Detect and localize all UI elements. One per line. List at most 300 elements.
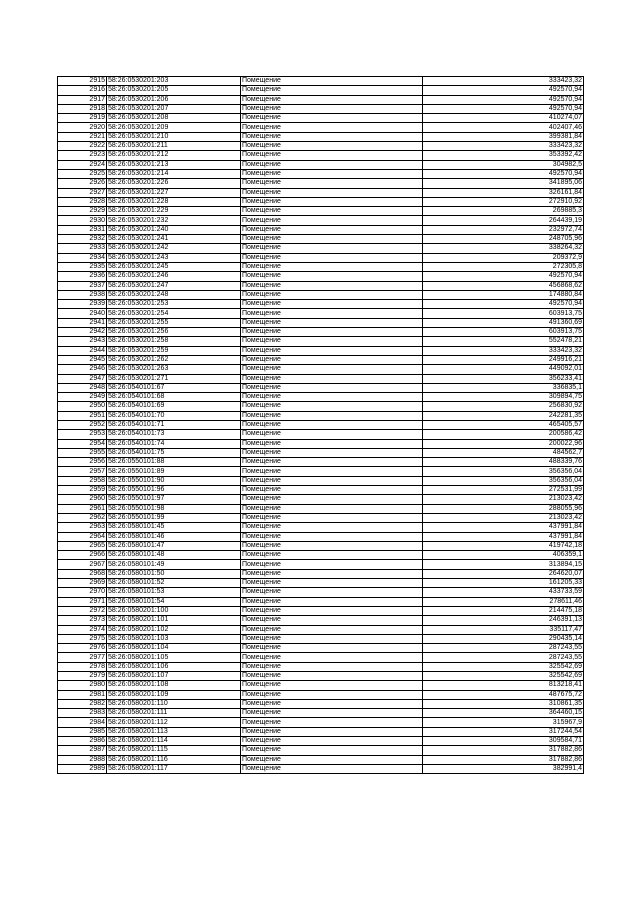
cadastral-value-cell: 317882,86: [423, 746, 584, 755]
cadastral-value-cell: 437991,84: [423, 532, 584, 541]
cadastral-number-cell: 58:26:0580101:47: [107, 541, 241, 550]
object-type-cell: Помещение: [241, 523, 423, 532]
object-type-cell: Помещение: [241, 458, 423, 467]
cadastral-value-cell: 161205,33: [423, 579, 584, 588]
row-number-cell: 2974: [58, 625, 107, 634]
table-row: [58, 541, 584, 550]
row-number-cell: 2945: [58, 355, 107, 364]
cadastral-number-cell: 58:26:0530201:211: [107, 142, 241, 151]
cadastral-value-cell: 317882,86: [423, 755, 584, 764]
table-row: [58, 328, 584, 337]
cadastral-number-cell: 58:26:0530201:209: [107, 123, 241, 132]
object-type-cell: Помещение: [241, 634, 423, 643]
object-type-cell: Помещение: [241, 262, 423, 271]
row-number-cell: 2940: [58, 309, 107, 318]
cadastral-value-cell: 456868,62: [423, 281, 584, 290]
table-row: [58, 709, 584, 718]
cadastral-number-cell: 58:26:0530201:203: [107, 77, 241, 86]
row-number-cell: 2946: [58, 365, 107, 374]
object-type-cell: Помещение: [241, 216, 423, 225]
row-number-cell: 2963: [58, 523, 107, 532]
cadastral-number-cell: 58:26:0540101:68: [107, 393, 241, 402]
row-number-cell: 2960: [58, 495, 107, 504]
cadastral-number-cell: 58:26:0550101:96: [107, 486, 241, 495]
table-row: [58, 272, 584, 281]
table-row: [58, 625, 584, 634]
table-row: [58, 290, 584, 299]
cadastral-number-cell: 58:26:0580101:49: [107, 560, 241, 569]
cadastral-value-cell: 209372,9: [423, 253, 584, 262]
row-number-cell: 2918: [58, 104, 107, 113]
row-number-cell: 2955: [58, 448, 107, 457]
cadastral-number-cell: 58:26:0530201:253: [107, 300, 241, 309]
cadastral-value-cell: 487675,72: [423, 690, 584, 699]
table-row: [58, 318, 584, 327]
row-number-cell: 2954: [58, 439, 107, 448]
cadastral-number-cell: 58:26:0530201:241: [107, 235, 241, 244]
row-number-cell: 2965: [58, 541, 107, 550]
row-number-cell: 2949: [58, 393, 107, 402]
cadastral-number-cell: 58:26:0530201:213: [107, 160, 241, 169]
row-number-cell: 2980: [58, 681, 107, 690]
cadastral-number-cell: 58:26:0580201:117: [107, 764, 241, 773]
cadastral-value-cell: 382991,4: [423, 764, 584, 773]
cadastral-number-cell: 58:26:0580201:112: [107, 718, 241, 727]
object-type-cell: Помещение: [241, 513, 423, 522]
cadastral-number-cell: 58:26:0530201:229: [107, 207, 241, 216]
table-row: [58, 662, 584, 671]
row-number-cell: 2938: [58, 290, 107, 299]
table-row: [58, 699, 584, 708]
object-type-cell: Помещение: [241, 644, 423, 653]
cadastral-number-cell: 58:26:0530201:207: [107, 104, 241, 113]
cadastral-value-cell: 484562,7: [423, 448, 584, 457]
cadastral-value-cell: 356356,04: [423, 476, 584, 485]
cadastral-number-cell: 58:26:0540101:69: [107, 402, 241, 411]
table-row: [58, 411, 584, 420]
object-type-cell: Помещение: [241, 328, 423, 337]
row-number-cell: 2970: [58, 588, 107, 597]
row-number-cell: 2972: [58, 606, 107, 615]
table-row: [58, 616, 584, 625]
row-number-cell: 2937: [58, 281, 107, 290]
cadastral-number-cell: 58:26:0580101:48: [107, 551, 241, 560]
row-number-cell: 2923: [58, 151, 107, 160]
object-type-cell: Помещение: [241, 346, 423, 355]
object-type-cell: Помещение: [241, 235, 423, 244]
cadastral-number-cell: 58:26:0530201:243: [107, 253, 241, 262]
cadastral-number-cell: 58:26:0580201:115: [107, 746, 241, 755]
cadastral-number-cell: 58:26:0580201:116: [107, 755, 241, 764]
cadastral-value-cell: 248705,96: [423, 235, 584, 244]
cadastral-value-cell: 317244,54: [423, 727, 584, 736]
row-number-cell: 2984: [58, 718, 107, 727]
cadastral-number-cell: 58:26:0580201:103: [107, 634, 241, 643]
table-row: [58, 439, 584, 448]
row-number-cell: 2951: [58, 411, 107, 420]
cadastral-value-cell: 603913,75: [423, 309, 584, 318]
table-row: [58, 606, 584, 615]
cadastral-number-cell: 58:26:0580101:54: [107, 597, 241, 606]
row-number-cell: 2942: [58, 328, 107, 337]
object-type-cell: Помещение: [241, 188, 423, 197]
cadastral-number-cell: 58:26:0580201:106: [107, 662, 241, 671]
table-row: [58, 504, 584, 513]
cadastral-value-cell: 356233,41: [423, 374, 584, 383]
table-row: [58, 104, 584, 113]
table-row: [58, 448, 584, 457]
cadastral-number-cell: 58:26:0580201:105: [107, 653, 241, 662]
cadastral-number-cell: 58:26:0580201:110: [107, 699, 241, 708]
cadastral-value-cell: 214475,18: [423, 606, 584, 615]
cadastral-value-cell: 492570,94: [423, 300, 584, 309]
row-number-cell: 2917: [58, 95, 107, 104]
cadastral-number-cell: 58:26:0540101:73: [107, 430, 241, 439]
cadastral-value-cell: 249916,21: [423, 355, 584, 364]
cadastral-value-cell: 465405,57: [423, 420, 584, 429]
table-row: [58, 346, 584, 355]
table-row: [58, 355, 584, 364]
object-type-cell: Помещение: [241, 132, 423, 141]
cadastral-value-cell: 290435,14: [423, 634, 584, 643]
cadastral-value-cell: 419742,18: [423, 541, 584, 550]
cadastral-number-cell: 58:26:0540101:70: [107, 411, 241, 420]
cadastral-value-cell: 288055,96: [423, 504, 584, 513]
row-number-cell: 2941: [58, 318, 107, 327]
table-row: [58, 142, 584, 151]
cadastral-number-cell: 58:26:0580201:109: [107, 690, 241, 699]
row-number-cell: 2969: [58, 579, 107, 588]
cadastral-value-cell: 309584,71: [423, 737, 584, 746]
cadastral-number-cell: 58:26:0530201:232: [107, 216, 241, 225]
row-number-cell: 2952: [58, 420, 107, 429]
cadastral-number-cell: 58:26:0530201:254: [107, 309, 241, 318]
cadastral-number-cell: 58:26:0530201:214: [107, 169, 241, 178]
cadastral-number-cell: 58:26:0580101:52: [107, 579, 241, 588]
table-row: [58, 244, 584, 253]
object-type-cell: Помещение: [241, 727, 423, 736]
cadastral-value-cell: 232972,74: [423, 225, 584, 234]
object-type-cell: Помещение: [241, 169, 423, 178]
cadastral-number-cell: 58:26:0530201:205: [107, 86, 241, 95]
cadastral-value-cell: 449092,01: [423, 365, 584, 374]
cadastral-value-cell: 437991,84: [423, 523, 584, 532]
cadastral-value-cell: 325542,69: [423, 672, 584, 681]
row-number-cell: 2959: [58, 486, 107, 495]
cadastral-value-cell: 338264,32: [423, 244, 584, 253]
object-type-cell: Помещение: [241, 244, 423, 253]
row-number-cell: 2976: [58, 644, 107, 653]
object-type-cell: Помещение: [241, 495, 423, 504]
row-number-cell: 2916: [58, 86, 107, 95]
cadastral-value-cell: 272531,99: [423, 486, 584, 495]
cadastral-value-cell: 269885,3: [423, 207, 584, 216]
cadastral-number-cell: 58:26:0530201:255: [107, 318, 241, 327]
object-type-cell: Помещение: [241, 207, 423, 216]
cadastral-value-cell: 242281,35: [423, 411, 584, 420]
row-number-cell: 2966: [58, 551, 107, 560]
object-type-cell: Помещение: [241, 402, 423, 411]
table-row: [58, 755, 584, 764]
object-type-cell: Помещение: [241, 290, 423, 299]
cadastral-value-cell: 364460,15: [423, 709, 584, 718]
object-type-cell: Помещение: [241, 430, 423, 439]
cadastral-value-cell: 264439,19: [423, 216, 584, 225]
cadastral-number-cell: 58:26:0530201:247: [107, 281, 241, 290]
cadastral-number-cell: 58:26:0540101:75: [107, 448, 241, 457]
row-number-cell: 2957: [58, 467, 107, 476]
cadastral-number-cell: 58:26:0530201:248: [107, 290, 241, 299]
cadastral-value-cell: 174880,84: [423, 290, 584, 299]
table-row: [58, 634, 584, 643]
row-number-cell: 2981: [58, 690, 107, 699]
cadastral-value-cell: 333423,32: [423, 346, 584, 355]
object-type-cell: Помещение: [241, 86, 423, 95]
table-row: [58, 597, 584, 606]
cadastral-number-cell: 58:26:0580201:104: [107, 644, 241, 653]
property-table-body: [58, 77, 584, 774]
cadastral-value-cell: 492570,94: [423, 86, 584, 95]
object-type-cell: Помещение: [241, 448, 423, 457]
cadastral-number-cell: 58:26:0530201:227: [107, 188, 241, 197]
table-row: [58, 77, 584, 86]
row-number-cell: 2982: [58, 699, 107, 708]
row-number-cell: 2919: [58, 114, 107, 123]
table-row: [58, 746, 584, 755]
object-type-cell: Помещение: [241, 420, 423, 429]
object-type-cell: Помещение: [241, 709, 423, 718]
row-number-cell: 2935: [58, 262, 107, 271]
object-type-cell: Помещение: [241, 764, 423, 773]
cadastral-value-cell: 315967,9: [423, 718, 584, 727]
table-row: [58, 644, 584, 653]
row-number-cell: 2988: [58, 755, 107, 764]
table-row: [58, 197, 584, 206]
cadastral-number-cell: 58:26:0580101:53: [107, 588, 241, 597]
cadastral-number-cell: 58:26:0550101:90: [107, 476, 241, 485]
table-row: [58, 560, 584, 569]
object-type-cell: Помещение: [241, 114, 423, 123]
table-row: [58, 727, 584, 736]
table-row: [58, 476, 584, 485]
cadastral-value-cell: 402407,46: [423, 123, 584, 132]
row-number-cell: 2930: [58, 216, 107, 225]
object-type-cell: Помещение: [241, 737, 423, 746]
table-row: [58, 393, 584, 402]
row-number-cell: 2915: [58, 77, 107, 86]
table-row: [58, 690, 584, 699]
cadastral-number-cell: 58:26:0530201:271: [107, 374, 241, 383]
row-number-cell: 2921: [58, 132, 107, 141]
object-type-cell: Помещение: [241, 281, 423, 290]
cadastral-number-cell: 58:26:0530201:210: [107, 132, 241, 141]
object-type-cell: Помещение: [241, 253, 423, 262]
object-type-cell: Помещение: [241, 551, 423, 560]
table-row: [58, 86, 584, 95]
cadastral-number-cell: 58:26:0580201:102: [107, 625, 241, 634]
row-number-cell: 2920: [58, 123, 107, 132]
cadastral-number-cell: 58:26:0550101:98: [107, 504, 241, 513]
cadastral-value-cell: 406359,1: [423, 551, 584, 560]
object-type-cell: Помещение: [241, 365, 423, 374]
table-row: [58, 551, 584, 560]
table-row: [58, 737, 584, 746]
object-type-cell: Помещение: [241, 160, 423, 169]
object-type-cell: Помещение: [241, 699, 423, 708]
table-row: [58, 430, 584, 439]
object-type-cell: Помещение: [241, 374, 423, 383]
table-row: [58, 653, 584, 662]
cadastral-number-cell: 58:26:0530201:259: [107, 346, 241, 355]
object-type-cell: Помещение: [241, 197, 423, 206]
cadastral-number-cell: 58:26:0580201:108: [107, 681, 241, 690]
cadastral-number-cell: 58:26:0530201:256: [107, 328, 241, 337]
row-number-cell: 2983: [58, 709, 107, 718]
cadastral-number-cell: 58:26:0530201:208: [107, 114, 241, 123]
cadastral-value-cell: 603913,75: [423, 328, 584, 337]
table-row: [58, 532, 584, 541]
row-number-cell: 2925: [58, 169, 107, 178]
object-type-cell: Помещение: [241, 272, 423, 281]
cadastral-value-cell: 491360,69: [423, 318, 584, 327]
row-number-cell: 2950: [58, 402, 107, 411]
table-row: [58, 579, 584, 588]
table-row: [58, 281, 584, 290]
table-row: [58, 420, 584, 429]
table-row: [58, 179, 584, 188]
object-type-cell: Помещение: [241, 672, 423, 681]
table-row: [58, 253, 584, 262]
table-row: [58, 672, 584, 681]
table-row: [58, 588, 584, 597]
table-row: [58, 467, 584, 476]
table-row: [58, 374, 584, 383]
object-type-cell: Помещение: [241, 383, 423, 392]
object-type-cell: Помещение: [241, 690, 423, 699]
table-row: [58, 486, 584, 495]
cadastral-number-cell: 58:26:0530201:246: [107, 272, 241, 281]
cadastral-number-cell: 58:26:0580201:113: [107, 727, 241, 736]
cadastral-number-cell: 58:26:0530201:262: [107, 355, 241, 364]
cadastral-number-cell: 58:26:0530201:212: [107, 151, 241, 160]
row-number-cell: 2973: [58, 616, 107, 625]
cadastral-number-cell: 58:26:0580201:107: [107, 672, 241, 681]
row-number-cell: 2985: [58, 727, 107, 736]
row-number-cell: 2986: [58, 737, 107, 746]
cadastral-value-cell: 287243,55: [423, 653, 584, 662]
cadastral-value-cell: 213023,42: [423, 513, 584, 522]
object-type-cell: Помещение: [241, 486, 423, 495]
row-number-cell: 2924: [58, 160, 107, 169]
row-number-cell: 2934: [58, 253, 107, 262]
row-number-cell: 2944: [58, 346, 107, 355]
row-number-cell: 2927: [58, 188, 107, 197]
object-type-cell: Помещение: [241, 504, 423, 513]
cadastral-value-cell: 492570,94: [423, 95, 584, 104]
object-type-cell: Помещение: [241, 755, 423, 764]
row-number-cell: 2979: [58, 672, 107, 681]
object-type-cell: Помещение: [241, 95, 423, 104]
cadastral-value-cell: 304982,5: [423, 160, 584, 169]
cadastral-number-cell: 58:26:0550101:89: [107, 467, 241, 476]
table-row: [58, 365, 584, 374]
cadastral-value-cell: 399381,84: [423, 132, 584, 141]
row-number-cell: 2989: [58, 764, 107, 773]
object-type-cell: Помещение: [241, 681, 423, 690]
cadastral-number-cell: 58:26:0540101:74: [107, 439, 241, 448]
row-number-cell: 2943: [58, 337, 107, 346]
object-type-cell: Помещение: [241, 337, 423, 346]
cadastral-value-cell: 326161,84: [423, 188, 584, 197]
object-type-cell: Помещение: [241, 606, 423, 615]
cadastral-value-cell: 492570,94: [423, 169, 584, 178]
object-type-cell: Помещение: [241, 476, 423, 485]
row-number-cell: 2971: [58, 597, 107, 606]
cadastral-value-cell: 264620,07: [423, 569, 584, 578]
object-type-cell: Помещение: [241, 151, 423, 160]
object-type-cell: Помещение: [241, 532, 423, 541]
row-number-cell: 2968: [58, 569, 107, 578]
cadastral-number-cell: 58:26:0580101:46: [107, 532, 241, 541]
cadastral-value-cell: 341895,06: [423, 179, 584, 188]
property-table: [57, 76, 584, 774]
cadastral-value-cell: 278611,46: [423, 597, 584, 606]
cadastral-value-cell: 333423,32: [423, 77, 584, 86]
cadastral-value-cell: 336835,1: [423, 383, 584, 392]
object-type-cell: Помещение: [241, 142, 423, 151]
cadastral-value-cell: 287243,55: [423, 644, 584, 653]
table-row: [58, 132, 584, 141]
object-type-cell: Помещение: [241, 718, 423, 727]
object-type-cell: Помещение: [241, 569, 423, 578]
cadastral-value-cell: 272305,8: [423, 262, 584, 271]
row-number-cell: 2958: [58, 476, 107, 485]
cadastral-value-cell: 272910,92: [423, 197, 584, 206]
object-type-cell: Помещение: [241, 588, 423, 597]
object-type-cell: Помещение: [241, 300, 423, 309]
object-type-cell: Помещение: [241, 625, 423, 634]
cadastral-number-cell: 58:26:0530201:240: [107, 225, 241, 234]
cadastral-number-cell: 58:26:0530201:245: [107, 262, 241, 271]
table-row: [58, 764, 584, 773]
cadastral-value-cell: 492570,94: [423, 104, 584, 113]
row-number-cell: 2926: [58, 179, 107, 188]
cadastral-value-cell: 313894,15: [423, 560, 584, 569]
table-row: [58, 309, 584, 318]
object-type-cell: Помещение: [241, 662, 423, 671]
cadastral-value-cell: 488339,76: [423, 458, 584, 467]
row-number-cell: 2964: [58, 532, 107, 541]
cadastral-value-cell: 410274,07: [423, 114, 584, 123]
cadastral-value-cell: 813218,41: [423, 681, 584, 690]
cadastral-number-cell: 58:26:0530201:228: [107, 197, 241, 206]
cadastral-value-cell: 552478,21: [423, 337, 584, 346]
cadastral-value-cell: 200022,96: [423, 439, 584, 448]
cadastral-number-cell: 58:26:0540101:67: [107, 383, 241, 392]
object-type-cell: Помещение: [241, 123, 423, 132]
table-row: [58, 337, 584, 346]
object-type-cell: Помещение: [241, 439, 423, 448]
row-number-cell: 2987: [58, 746, 107, 755]
object-type-cell: Помещение: [241, 104, 423, 113]
cadastral-value-cell: 256830,92: [423, 402, 584, 411]
object-type-cell: Помещение: [241, 616, 423, 625]
table-row: [58, 160, 584, 169]
row-number-cell: 2956: [58, 458, 107, 467]
table-row: [58, 300, 584, 309]
cadastral-number-cell: 58:26:0550101:97: [107, 495, 241, 504]
table-row: [58, 495, 584, 504]
